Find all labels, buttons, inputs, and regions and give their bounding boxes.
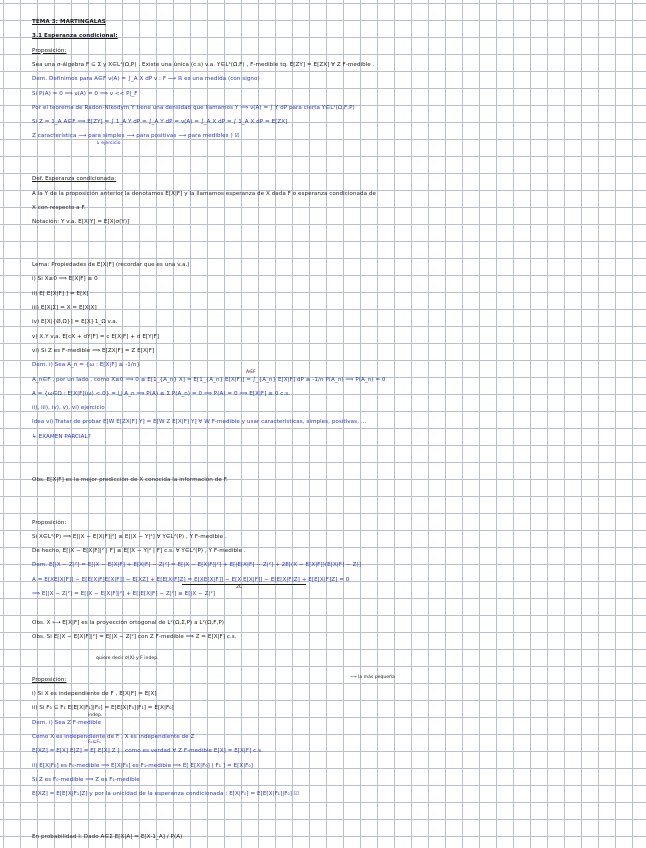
note-line: Dem. E[|X − Z|²] = E[|X − E[X|F] + E[X|F] − Z|²] = E[|X − E[X|F]|²] + E[|E[X|F] − Z|²] + 2E[(X − E[X|F])(E[X|F] − Z)] (32, 562, 362, 569)
note-line: A la Y de la proposición anterior la denotamos E[X|F] y la llamamos esperanza de X dada F o esperanza condicionada de (32, 190, 376, 197)
note-line: Por el teorema de Radon-Nikodym Y tiene una densidad que llamamos Y ⟹ ν(A) = ∫ Y dP para cierta Y∈L¹(Ω,F,P) (32, 104, 355, 111)
note-line: A = {ω∈Ω : E[X|F](ω) < 0} = ⋃ A_n ⟹ P(A) ≤ Σ P(A_n) = 0 ⟹ P(A) = 0 ⟹ E[X|F] ≥ 0 c.s. (32, 390, 291, 397)
note-line: ii), iii), iv), v), vi) ejercicio (32, 405, 105, 412)
note-line: ↳ EXAMEN PARCIAL? (32, 433, 91, 440)
note-line: Lema: Propiedades de E[X|F] (recordar que es una v.a.) (32, 262, 190, 269)
margin-annotation: quiere decir σ(X) y F indep. (96, 655, 159, 661)
note-line: i) Si X≥0 ⟹ E[X|F] ≥ 0 (32, 276, 98, 283)
note-line: Dem. Definimos para A∈F ν(A) = ∫_A X dP ν : F ⟶ ℝ es una medida (con signo) (32, 76, 260, 83)
note-line: Idea vi) Tratar de probar E[W E[ZX|F] Y] = E[W Z E[X|F] Y] ∀ W F-medible y usar características, simples, positivas, ... (32, 419, 367, 426)
note-line: Proposición: (32, 519, 67, 526)
note-line: ii) E[X|F₀] es F₀-medible ⟹ E[X|F₀] es F₁-medible ⟹ E[ E[X|F₀] | F₁ ] = E[X|F₀] (32, 762, 253, 769)
note-line: Sea una σ-álgebra F ⊆ Σ y X∈L¹(Ω,P) . Existe una única (c.s) v.a. Y∈L¹(Ω,F) , F-medible tq. E[ZY] = E[ZX] ∀ Z F-medible . (32, 61, 375, 68)
note-line: Dem. i) Sea Z F-medible (32, 719, 102, 726)
note-line: Obs. X ⟼ E[X|F] es la proyección ortogonal de L²(Ω,Σ,P) a L²(Ω,F,P) (32, 619, 225, 626)
note-line: ⟹ E[|X − Z|²] = E[|X − E[X|F]|²] + E[|E[X|F] − Z|²] ≥ E[|X − Z|²] (32, 591, 216, 597)
note-line: Obs. E[X|F] es la mejor predicción de X conocida la información de F. (32, 476, 228, 483)
note-line: Proposición: (32, 676, 67, 683)
note-line: TEMA 3: MARTINGALAS (32, 19, 106, 25)
underbrace (182, 584, 306, 585)
margin-annotation: ⟶ la más pequeña (350, 674, 395, 680)
note-line: vi) Si Z es F-medible ⟹ E[ZX|F] = Z E[X|F] (32, 347, 155, 354)
margin-annotation: indep. (88, 712, 103, 718)
note-line: i) Si X es independiente de F , E[X|F] = E[X] (32, 691, 157, 698)
note-line: En probabilidad I: Dado A∈Σ E[X|A] = E[X·1_A] / P(A) (32, 834, 183, 841)
note-line: X con respecto a F. (32, 204, 86, 211)
note-line: 3.1 Esperanza condicional: (32, 33, 118, 40)
note-line: Def. Esperanza condicionada: (32, 176, 117, 183)
note-line: iii) E[X|Σ] = X = E[X|X] (32, 305, 97, 311)
note-line: v) X,Y v.a. E[cX + dY|F] = c E[X|F] + d E[Y|F] (32, 333, 160, 340)
note-line: Como X es independiente de F , X es independiente de Z (32, 734, 195, 740)
note-line: Proposición: (32, 47, 67, 54)
margin-annotation: A∈F (246, 369, 256, 375)
margin-annotation: ↳ ejercicio (96, 141, 121, 147)
note-line: ii) Si F₀ ⊆ F₁ E[E[X|F₁]|F₀] = E[E[X|F₀]|F₁] = E[X|F₀] (32, 705, 174, 712)
margin-annotation: 2C (236, 584, 243, 590)
note-line: iv) E[X|{Ø,Ω}] = E[X]·1_Ω v.a. (32, 319, 118, 326)
note-line: E[XZ] = E[X] E[Z] = E[ E[X] Z ] , como es verdad ∀ Z F-medible E[X] = E[X|F] c.s. (32, 748, 263, 755)
note-line: Si P(A) = 0 ⟹ ν(A) = 0 ⟹ ν << P|_F (32, 90, 138, 97)
note-line: ii) E[ E[X|F] ] = E[X] (32, 290, 89, 297)
note-line: Si X∈L²(P) ⟹ E[|X − E[X|F]|²] ≤ E[|X − Y|²] ∀ Y∈L²(P) , Y F-medible . (32, 533, 227, 540)
margin-annotation: F₀⊆F₁ (88, 740, 101, 745)
note-line: E[XZ] = E[E[X|F₁]Z] y por la unicidad de la esperanza condicionada : E[X|F₀] = E[E[X|F₁]|F₀] ☑ (32, 791, 299, 798)
note-line: De hecho, E[|X − E[X|F]|² | F] ≤ E[|X − Y|² | F] c.s. ∀ Y∈L²(P) , Y F-medible . (32, 548, 246, 555)
note-line: A_n∈F , por un lado , como X≥0 ⟹ 0 ≤ E[1_{A_n} X] = E[1_{A_n} E[X|F]] = ∫_{A_n} E[X|F] dP ≤ -1/n P(A_n) ⟹ P(A_n) = 0 (32, 376, 386, 383)
note-line: A = E[XE[X|F]] − E[E[X|F]E[X|F]] − E[XZ] + E[E[X|F]Z] = E[XE[X|F]] − E[X E[X|F]] − E[E[X|F]Z] + E[E[X|F]Z] = 0 (32, 576, 350, 583)
note-line: Z característica ⟶ para simples ⟶ para positivas ⟶ para medibles ) ☑ (32, 133, 240, 140)
note-line: Notación: Y v.a. E[X|Y] = E[X|σ(Y)] (32, 219, 130, 226)
note-line: Si Z es F₀-medible ⟹ Z es F₁-medible (32, 776, 140, 783)
note-line: Si Z = 1_A A∈F ⟹ E[ZY] = ∫ 1_A Y dP = ∫_A Y dP = ν(A) = ∫_A X dP = ∫ 1_A X dP = E[ZX] (32, 119, 288, 126)
note-line: Obs. Si E[|X − E[X|F]|²] = E[|X − Z|²] con Z F-medible ⟹ Z = E[X|F] c.s. (32, 633, 237, 640)
note-line: Dem. i) Sea A_n = {ω : E[X|F] ≤ -1/n} (32, 362, 141, 369)
